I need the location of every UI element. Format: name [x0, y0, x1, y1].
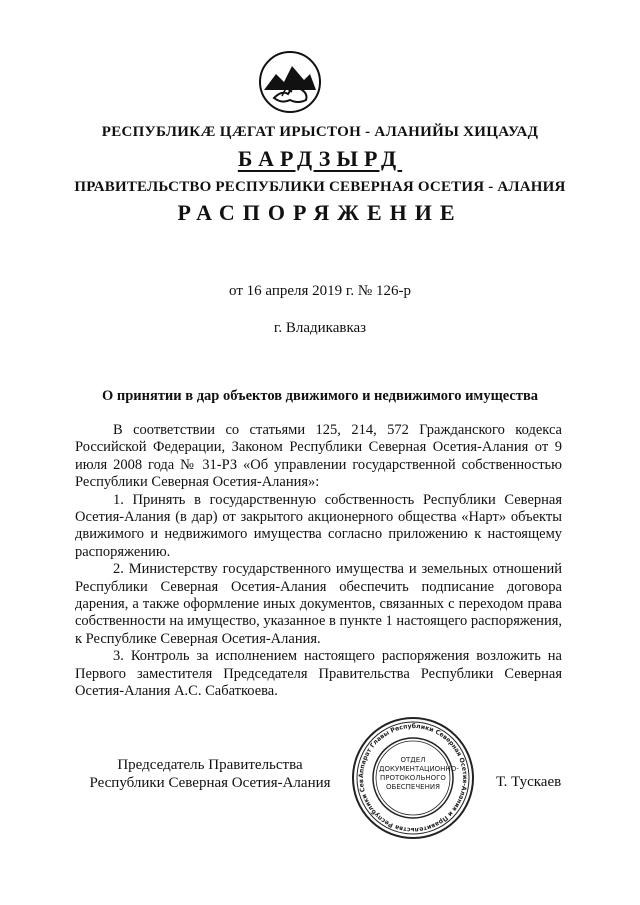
coat-of-arms-icon [258, 50, 322, 114]
signatory-position-line2: Республики Северная Осетия-Алания [89, 775, 331, 791]
signatory-position [75, 756, 345, 792]
seal-inner-text: ОТДЕЛ ДОКУМЕНТАЦИОННО-ПРОТОКОЛЬНОГО ОБЕСПЕЧЕНИЯ [379, 756, 459, 791]
header-ossetian-doc-type [0, 146, 640, 172]
preamble-paragraph: В соответствии со статьями 125, 214, 572 Гражданского кодекса Российской Федерации, Законом Республики Северная Осетия-Алания от 9 июля 2008 года № 31-РЗ «Об управлении государственной собственностью Республики Северная Осетия-Алания»: [75, 422, 562, 491]
ossetian-doc-type-text: БАРДЗЫРД [237, 146, 403, 171]
document-title: О принятии в дар объектов движимого и недвижимого имущества [101, 388, 539, 404]
clause-1: 1. Принять в государственную собственность Республики Северная Осетия-Алания (в дар) от закрытого акционерного общества «Нарт» объекты движимого и недвижимого имущества согласно приложению к настоящему распоряжению. [75, 491, 562, 560]
signatory-name: Т. Тускаев [496, 774, 562, 790]
seal-outer-text: Аппарат Главы Республики Северная Осетия-Алания и Правительства Республики Сев [357, 722, 469, 834]
signatory-position-line1: Председатель Правительства [117, 757, 303, 773]
official-stamp-icon [351, 716, 475, 840]
clause-3: 3. Контроль за исполнением настоящего распоряжения возложить на Первого заместителя Председателя Правительства Республики Северная Осетия-Алания А.С. Сабаткоева. [75, 648, 562, 700]
document-date-number: от 16 апреля 2019 г. № 126-р [229, 283, 411, 299]
clause-2: 2. Министерству государственного имущества и земельных отношений Республики Северная Осетия-Алания обеспечить подписание договора дарения, а также оформление иных документов, связанных с переходом права собственности на имущество, указанное в пункте 1 настоящего распоряжения, к Республике Северная Осетия-Алания. [75, 561, 562, 647]
header-ossetian-government: РЕСПУБЛИКÆ ЦÆГАТ ИРЫСТОН - АЛАНИЙЫ ХИЦАУАД [101, 124, 539, 140]
document-city: г. Владикавказ [273, 320, 367, 336]
header-russian-doc-type: РАСПОРЯЖЕНИЕ [177, 200, 463, 225]
document-body [75, 422, 562, 701]
header-russian-government: ПРАВИТЕЛЬСТВО РЕСПУБЛИКИ СЕВЕРНАЯ ОСЕТИЯ - АЛАНИЯ [74, 179, 566, 195]
